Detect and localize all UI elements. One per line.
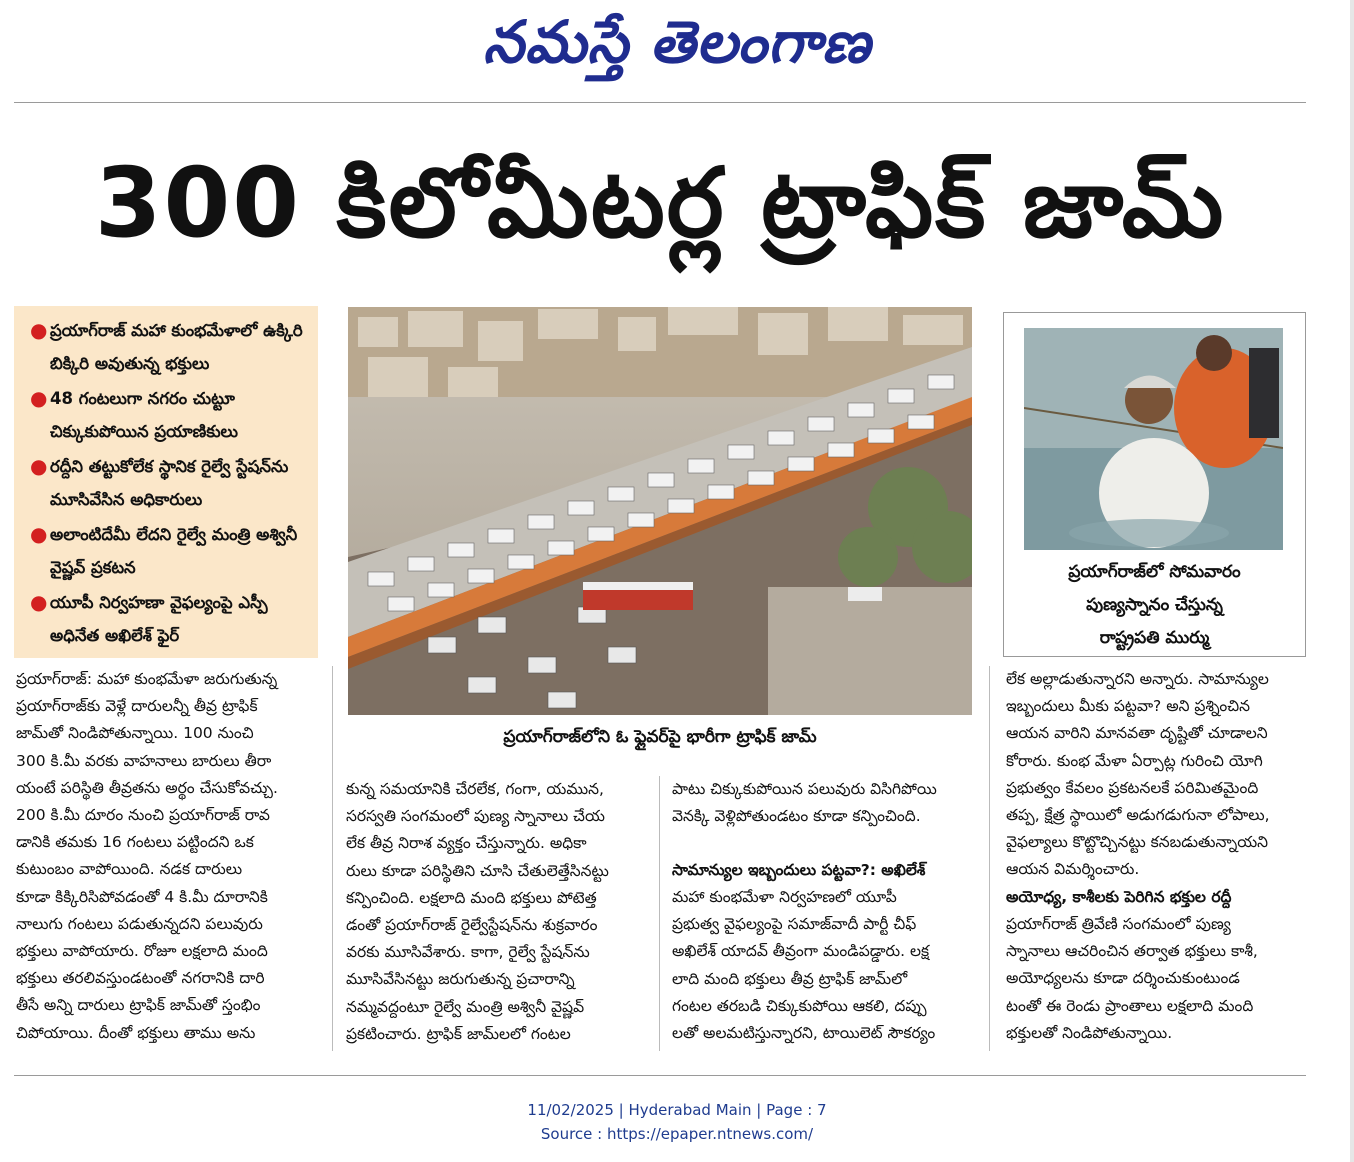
highlight-item: ● 48 గంటలుగా నగరం చుట్టూ చిక్కుకుపోయిన ప్రయాణికులు — [28, 382, 308, 448]
highlight-item: ● రద్దీని తట్టుకోలేక స్థానిక రైల్వే స్టేషన్‌ను మూసివేసిన అధికారులు — [28, 450, 308, 516]
bullet-icon: ● — [30, 454, 48, 478]
article-column-4a: లేక అల్లాడుతున్నారని అన్నారు. సామాన్యుల ఇబ్బందులు మీకు పట్టవా? అని ప్రశ్నించిన ఆయన వారిని మానవతా దృష్టితో చూడాలని కోరారు. కుంభ మేళా ఏర్పాట్ల గురించి యోగి ప్రభుత్వం కేవలం ప్రకటనలకే పరిమితమైంది తప్ప, క్షేత్ర స్థాయిలో అడుగడుగునా లోపాలు, వైఫల్యాలు కొట్టొచ్చినట్టు కనబడుతున్నాయని ఆయన విమర్శించారు. — [1006, 670, 1270, 879]
main-photo-caption: ప్రయాగ్‌రాజ్‌లోని ఓ ఫ్లైవర్‌పై భారీగా ట్రాఫిక్ జామ్ — [503, 727, 817, 747]
bullet-icon: ● — [30, 590, 48, 614]
highlight-item: ● అలాంటిదేమీ లేదని రైల్వే మంత్రి అశ్వినీ వైష్ణవ్ ప్రకటన — [28, 518, 308, 584]
bullet-icon: ● — [30, 522, 48, 546]
masthead-rule — [14, 102, 1306, 103]
river-bath-illustration — [1024, 328, 1283, 550]
footer-date-page: 11/02/2025 | Hyderabad Main | Page : 7 — [527, 1101, 827, 1119]
bullet-icon: ● — [30, 386, 48, 410]
flyover-traffic-photo — [348, 307, 972, 715]
column-divider — [989, 666, 990, 1051]
article-subhead-ayodhya: అయోధ్య, కాశీలకు పెరిగిన భక్తుల రద్దీ — [1006, 888, 1232, 906]
article-column-2: కున్న సమయానికి చేరలేక, గంగా, యమున, సరస్వతి సంగమంలో పుణ్య స్నానాలు చేయ లేక తీవ్ర నిరాశ వ్యక్తం చేస్తున్నారు. అధికా రులు కూడా పరిస్థితిని చూసి చేతులెత్తేసినట్టు కన్పించింది. లక్షలాది మంది భక్తులు పోటెత్త డంతో ప్రయాగ్‌రాజ్ రైల్వేస్టేషన్‌ను శుక్రవారం వరకు మూసివేశారు. కాగా, రైల్వే స్టేషన్‌ను మూసివేసినట్టు జరుగుతున్న ప్రచారాన్ని నమ్మవద్దంటూ రైల్వే మంత్రి అశ్వినీ వైష్ణవ్ ప్రకటించారు. ట్రాఫిక్ జామ్‌లలో గంటల — [346, 780, 609, 1043]
flyover-photo-illustration — [348, 307, 972, 715]
bottom-rule — [14, 1075, 1306, 1076]
vertical-scrollbar[interactable] — [1350, 0, 1354, 1162]
president-bath-photo — [1024, 328, 1283, 550]
article-column-4b: ప్రయాగ్‌రాజ్ త్రివేణి సంగమంలో పుణ్య స్నానాలు ఆచరించిన తర్వాత భక్తులు కాశీ, అయోధ్యలను కూడా దర్శించుకుంటుండ టంతో ఈ రెండు ప్రాంతాలు లక్షలాది మంది భక్తులతో నిండిపోతున్నాయి. — [1006, 915, 1258, 1042]
bullet-icon: ● — [30, 318, 48, 342]
footer-source-link[interactable]: Source : https://epaper.ntnews.com/ — [540, 1125, 814, 1143]
highlight-item: ● ప్రయాగ్‌రాజ్ మహా కుంభమేళాలో ఉక్కిరి బిక్కిరి అవుతున్న భక్తులు — [28, 314, 308, 380]
side-photo-caption: ప్రయాగ్‌రాజ్‌లో సోమవారం పుణ్యస్నానం చేస్తున్న రాష్ట్రపతి ముర్ము — [1068, 562, 1241, 648]
article-column-3a: పాటు చిక్కుకుపోయిన పలువురు విసిగిపోయి వెనక్కి వెళ్లిపోతుండటం కూడా కన్పించింది. — [672, 780, 937, 826]
headline: 300 కిలోమీటర్ల ట్రాఫిక్ జామ్ — [94, 147, 1226, 259]
article-subhead-akhilesh: సామాన్యుల ఇబ్బందులు పట్టవా?: అఖిలేశ్ — [672, 861, 926, 879]
column-divider — [332, 666, 333, 1051]
column-divider — [659, 776, 660, 1051]
article-column-1: ప్రయాగ్‌రాజ్: మహా కుంభమేళా జరుగుతున్న ప్రయాగ్‌రాజ్‌కు వెళ్లే దారులన్నీ తీవ్ర ట్రాఫిక్ జామ్‌తో నిండిపోతున్నాయి. 100 నుంచి 300 కి.మీ వరకు వాహనాలు బారులు తీరా యంటే పరిస్థితి తీవ్రతను అర్థం చేసుకోవచ్చు. 200 కి.మీ దూరం నుంచి ప్రయాగ్‌రాజ్ రావ డానికి తమకు 16 గంటలు పట్టిందని ఒక కుటుంబం వాపోయింది. నడక దారులు కూడా కిక్కిరిసిపోవడంతో 4 కి.మీ దూరానికి నాలుగు గంటలు పడుతున్నదని పలువురు భక్తులు వాపోయారు. రోజూ లక్షలాది మంది భక్తులు తరలివస్తుండటంతో నగరానికి దారి తీసే అన్ని దారులు ట్రాఫిక్ జామ్‌తో స్తంభిం చిపోయాయి. దీంతో భక్తులు తాము అను — [16, 670, 278, 1042]
article-column-3b: మహా కుంభమేళా నిర్వహణలో యూపీ ప్రభుత్వ వైఫల్యంపై సమాజ్‌వాదీ పార్టీ చీఫ్ అఖిలేశ్ యాదవ్ తీవ్రంగా మండిపడ్డారు. లక్ష లాది మంది భక్తులు తీవ్ర ట్రాఫిక్ జామ్‌లో గంటల తరబడి చిక్కుకుపోయి ఆకలి, దప్పు లతో అలమటిస్తున్నారని, టాయిలెట్ సౌకర్యం — [672, 888, 936, 1043]
masthead-logo: నమస్తే తెలంగాణ — [483, 8, 871, 76]
highlights-box — [14, 306, 318, 658]
highlight-item: ● యూపీ నిర్వహణా వైఫల్యంపై ఎస్పీ అధినేత అఖిలేశ్ ఫైర్ — [28, 586, 308, 652]
